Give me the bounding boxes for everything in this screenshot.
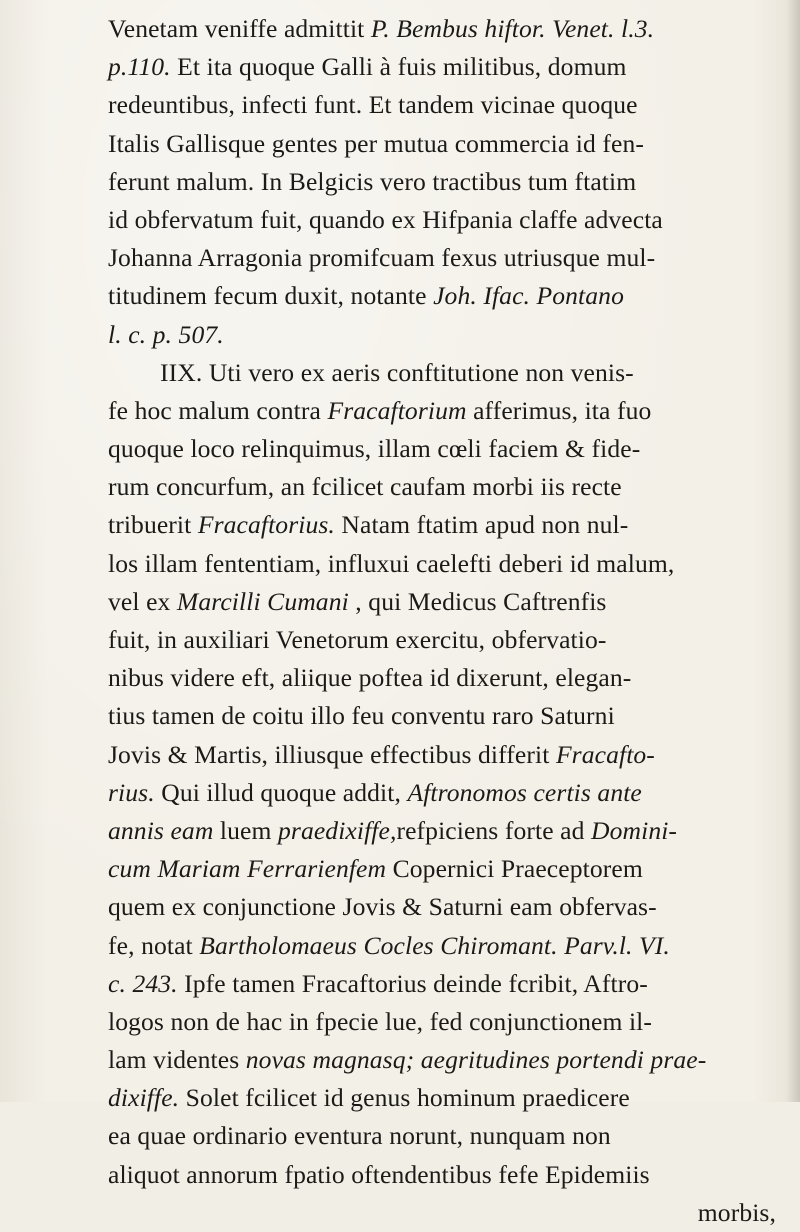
text-run: redeuntibus, infecti funt. Et tandem vicinae quoque xyxy=(108,90,638,120)
text-line-9 xyxy=(108,316,784,354)
text-run: Copernici Praeceptorem xyxy=(386,854,643,884)
text-run: afferimus, ita fuo xyxy=(466,395,652,425)
catchword: morbis, xyxy=(697,1197,776,1227)
text-line-13 xyxy=(108,468,784,506)
text-run: fe hoc malum contra xyxy=(108,395,328,425)
text-line-19 xyxy=(108,697,784,735)
text-run: l. c. p. 507. xyxy=(108,319,224,349)
text-line-3 xyxy=(108,86,784,124)
text-run: Joh. Ifac. Pontano xyxy=(433,281,624,311)
text-line-22 xyxy=(108,812,784,850)
text-run: tribuerit xyxy=(108,510,198,540)
text-run: Bartholomaeus Cocles Chiromant. Parv.l. VI. xyxy=(199,930,670,960)
text-run: quoque loco relinquimus, illam cœli faciem & fide- xyxy=(108,434,641,464)
text-line-20 xyxy=(108,736,784,774)
text-run: aliquot annorum fpatio oftendentibus fefe Epidemiis xyxy=(108,1159,650,1189)
text-run: nibus videre eft, aliique poftea id dixerunt, elegan- xyxy=(108,663,632,693)
text-line-1 xyxy=(108,10,784,48)
text-run: Jovis & Martis, illiusque effectibus differit xyxy=(108,739,556,769)
text-line-26 xyxy=(108,965,784,1003)
text-run: fe, notat xyxy=(108,930,200,960)
body-text xyxy=(108,10,784,1232)
text-run: Aftronomos certis ante xyxy=(407,777,642,807)
text-run: annis eam xyxy=(108,815,214,845)
text-run: cum Mariam Ferrarienfem xyxy=(108,854,387,884)
text-run: Italis Gallisque gentes per mutua commercia id fen- xyxy=(108,128,644,158)
text-run: p.110. xyxy=(108,52,171,82)
text-run: Domini- xyxy=(591,815,678,845)
text-run: Fracaftorius. xyxy=(197,510,335,540)
text-run: Fracafto- xyxy=(555,739,655,769)
text-run: tius tamen de coitu illo feu conventu raro Saturni xyxy=(108,701,615,731)
page-edge-shadow xyxy=(786,0,800,1102)
text-run: ea quae ordinario eventura norunt, nunquam non xyxy=(108,1121,611,1151)
text-run: Venetam veniffe admittit xyxy=(108,14,371,43)
text-run: Marcilli Cumani xyxy=(176,586,349,616)
text-line-31 xyxy=(108,1156,784,1194)
text-run: Ipfe tamen Fracaftorius deinde fcribit, Aftro- xyxy=(177,968,648,998)
text-line-6 xyxy=(108,201,784,239)
text-line-2 xyxy=(108,48,784,86)
text-line-16 xyxy=(108,583,784,621)
text-line-4 xyxy=(108,125,784,163)
text-run: quem ex conjunctione Jovis & Saturni eam obfervas- xyxy=(108,892,657,922)
text-line-11 xyxy=(108,392,784,430)
text-run: rius. xyxy=(108,777,155,807)
text-line-27 xyxy=(108,1003,784,1041)
text-run: c. 243. xyxy=(108,968,178,998)
text-line-18 xyxy=(108,659,784,697)
text-line-12 xyxy=(108,430,784,468)
text-run: dixiffe. xyxy=(108,1083,180,1113)
text-run: praedixiffe, xyxy=(277,815,397,845)
text-run: P. Bembus hiftor. Venet. l.3. xyxy=(370,14,655,43)
text-run: ferunt malum. In Belgicis vero tractibus tum ftatim xyxy=(108,166,637,196)
text-line-8 xyxy=(108,277,784,315)
text-line-7 xyxy=(108,239,784,277)
text-run: id obfervatum fuit, quando ex Hifpania claffe advecta xyxy=(108,204,663,234)
text-run: titudinem fecum duxit, notante xyxy=(108,281,434,311)
text-line-24 xyxy=(108,888,784,926)
text-line-25 xyxy=(108,927,784,965)
text-run: los illam fententiam, influxui caelefti deberi id malum, xyxy=(108,548,675,578)
text-line-14 xyxy=(108,506,784,544)
text-run: luem xyxy=(213,815,278,845)
text-run: vel ex xyxy=(108,586,177,616)
text-run: Et ita quoque Galli à fuis militibus, domum xyxy=(170,52,627,82)
text-run: IIX. Uti vero ex aeris conftitutione non venis- xyxy=(160,357,634,387)
text-run: Fracaftorium xyxy=(327,395,467,425)
text-line-23 xyxy=(108,850,784,888)
text-run: , qui Medicus Caftrenfis xyxy=(348,586,607,616)
text-line-17 xyxy=(108,621,784,659)
paragraph-iix-start xyxy=(108,354,784,392)
text-run: Natam ftatim apud non nul- xyxy=(334,510,629,540)
text-run: Qui illud quoque addit, xyxy=(154,777,408,807)
text-line-30 xyxy=(108,1117,784,1155)
text-run: refpiciens forte ad xyxy=(396,815,592,845)
text-line-21 xyxy=(108,774,784,812)
text-line-5 xyxy=(108,163,784,201)
text-run: lam videntes xyxy=(108,1045,246,1075)
text-run: Johanna Arragonia promifcuam fexus utriusque mul- xyxy=(108,243,656,273)
text-line-15 xyxy=(108,545,784,583)
text-run: logos non de hac in fpecie lue, fed conjunctionem il- xyxy=(108,1006,653,1036)
text-run: Solet fcilicet id genus hominum praedicere xyxy=(179,1083,630,1113)
text-line-29 xyxy=(108,1079,784,1117)
text-run: fuit, in auxiliari Venetorum exercitu, obfervatio- xyxy=(108,625,607,654)
text-run: novas magnasq; aegritudines portendi prae- xyxy=(245,1045,707,1075)
text-line-28 xyxy=(108,1041,784,1079)
text-run: rum concurfum, an fcilicet caufam morbi iis recte xyxy=(108,472,622,502)
